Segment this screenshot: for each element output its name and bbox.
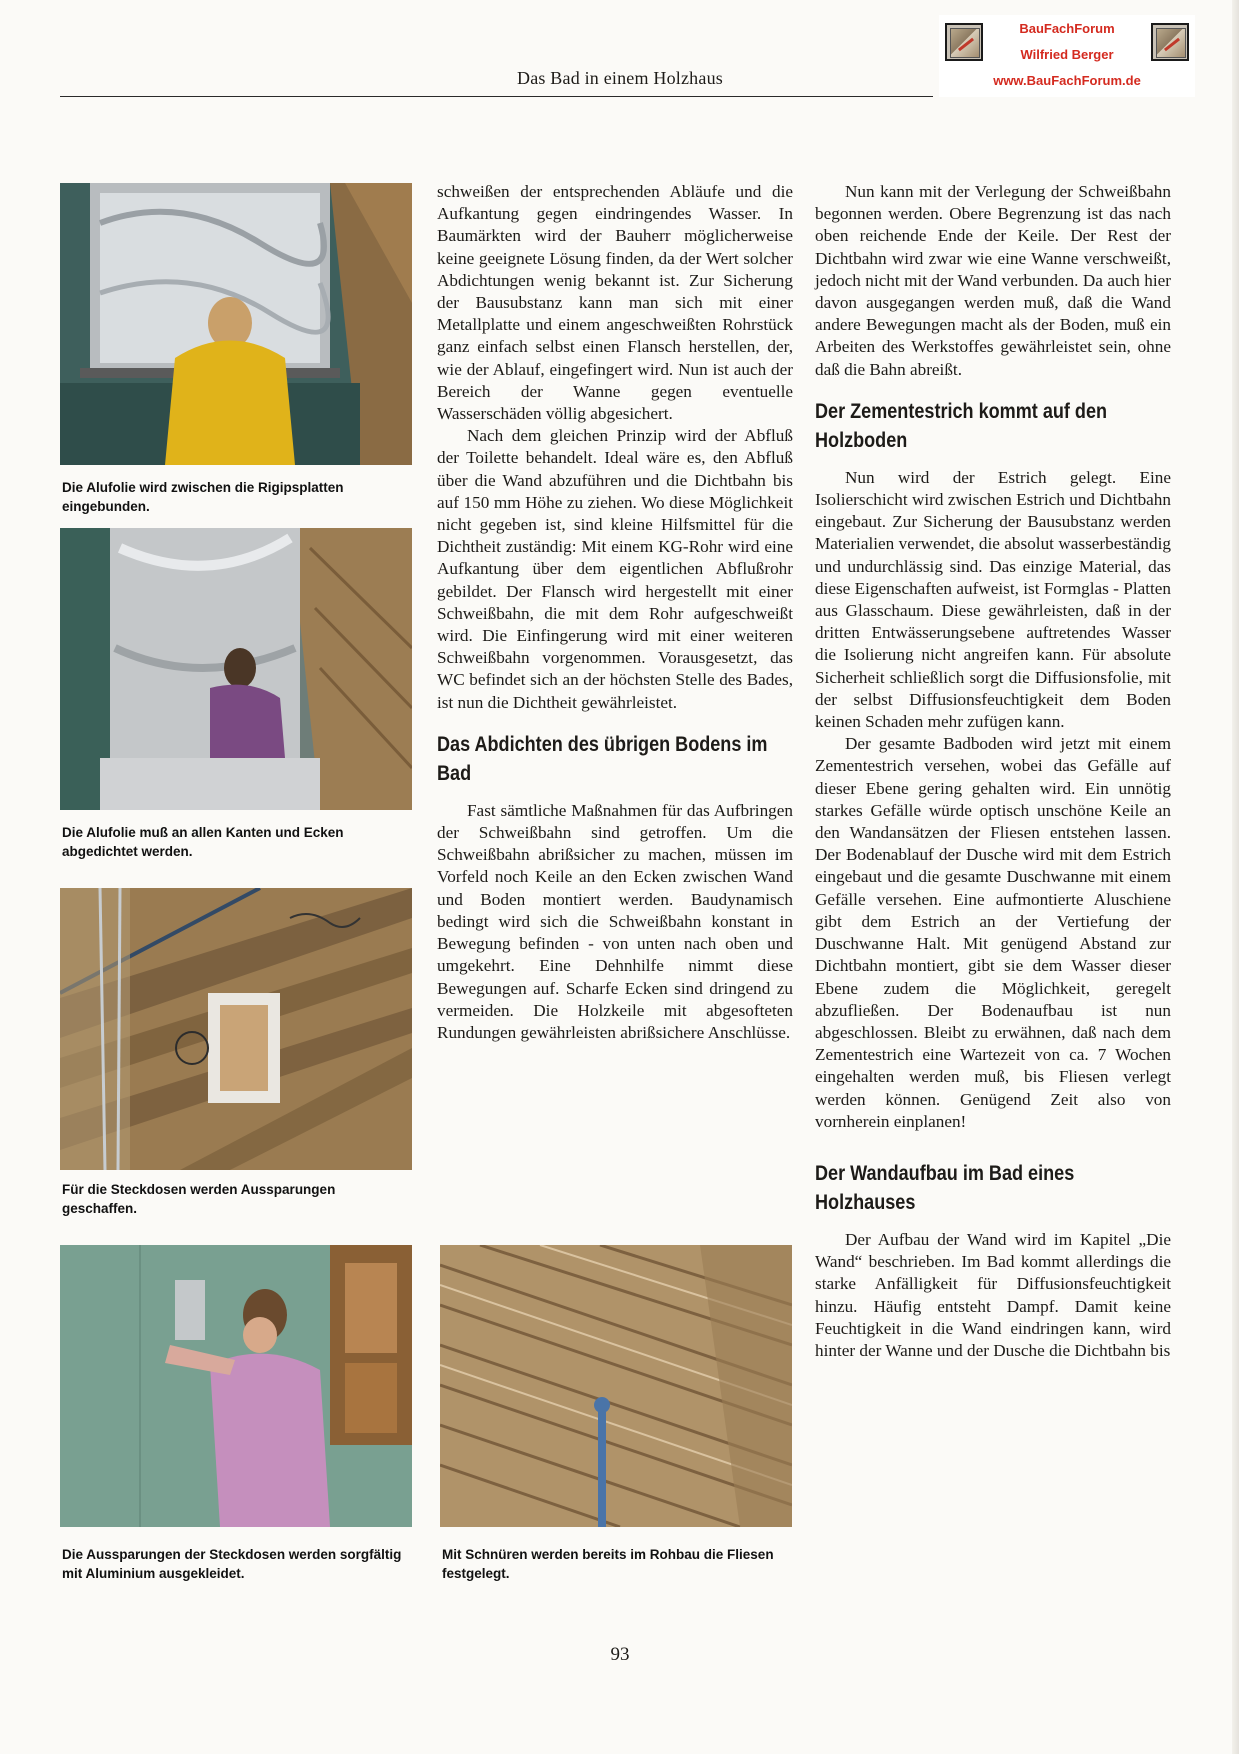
stamp-name: BauFachForum	[1019, 21, 1115, 36]
text-column-middle	[437, 181, 793, 1044]
stamp-author: Wilfried Berger	[1020, 47, 1114, 62]
paragraph: Nun wird der Estrich gelegt. Eine Isolierschicht wird zwischen Estrich und Dichtbahn eingebaut. Zur Sicherung der Bausubstanz werden Materialien verwendet, die absolut wasserbeständig und undurchlässig sind. Das einzige Material, das diese Eigenschaften aufweist, ist Formglas - Platten aus Glasschaum. Diese gewährleisten, daß in der dritten Entwässerungsebene auftretendes Wasser die Isolierung nicht angreifen kann. Für absolute Sicherheit schließlich sorgt die Diffusionsfolie, mit der selbst Diffusionsfeuchtigkeit dem Boden keinen Schaden mehr zufügen kann.	[815, 467, 1171, 732]
paragraph: Nach dem gleichen Prinzip wird der Abfluß der Toilette behandelt. Ideal wäre es, den Abfluß über die Wand abzuführen und die Dichtbahn bis auf 150 mm Höhe zu ziehen. Wo diese Möglichkeit nicht gegeben ist, sind kleine Hilfsmittel für die Dichtheit zuständig: Mit einem KG-Rohr wird eine Aufkantung über dem eigentlichen Abflußrohr gebildet. Der Flansch wird hergestellt mit einer Schweißbahn, die mit dem Rohr aufgeschweißt wird. Die Einfingerung wird mit einer weiteren Schweißbahn vorgenommen. Vorausgesetzt, das WC befindet sich an der höchsten Stelle des Bades, ist nun die Dichtheit gewährleistet.	[437, 426, 793, 712]
photo-steckdosen-aluminium	[60, 1245, 412, 1527]
figure-caption: Die Alufolie wird zwischen die Rigipsplatten eingebunden.	[62, 480, 344, 514]
section-heading: Der Wandaufbau im Bad eines Holzhauses	[815, 1161, 1075, 1214]
paragraph: schweißen der entsprechenden Abläufe und die Aufkantung gegen eindringendes Wasser. In Baumärkten wird der Bauherr möglicherweise keine geeignete Lösung finden, da der Wert solcher Abdichtungen wenig bekannt ist. Zur Sicherung der Bausubstanz kann man sich mit einer Metallplatte und einem angeschweißten Rohrstück ganz einfach selbst einen Flansch herstellen, der, wie der Ablauf, eingefingert wird. Nun ist auch der Bereich der Wanne gegen eventuelle Wasserschäden völlig abgesichert.	[437, 182, 793, 424]
photo-alufolie-corners	[60, 528, 412, 810]
stamp-url: www.BauFachForum.de	[993, 73, 1141, 88]
header-rule	[60, 96, 933, 97]
section-heading: Der Zementestrich kommt auf den Holzboden	[815, 399, 1108, 452]
page-number: 93	[610, 1644, 630, 1665]
scan-edge	[1232, 0, 1239, 1754]
watermark-stamp	[939, 15, 1195, 97]
paragraph: Nun kann mit der Verlegung der Schweißbahn begonnen werden. Obere Begrenzung ist das nach oben reichende Ende der Keile. Der Rest der Dichtbahn wird zwar wie eine Wanne verschweißt, jedoch nicht mit der Wand verbunden. Da auch hier davon ausgegangen werden muß, daß die Wand andere Bewegungen macht als der Boden, muß ein Arbeiten des Werkstoffes gewährleistet sein, ohne daß die Bahn abreißt.	[815, 182, 1171, 379]
section-heading: Das Abdichten des übrigen Bodens im Bad	[437, 732, 768, 785]
paragraph: Der gesamte Badboden wird jetzt mit einem Zementestrich versehen, wobei das Gefälle auf dieser Ebene gering gehalten wird. Ein unnötig starkes Gefälle würde optisch unschöne Keile an den Wandansätzen der Fliesen entstehen lassen. Der Bodenablauf der Dusche wird mit dem Estrich eingebaut und die gesamte Duschwanne mit einem Gefälle versehen. Eine aufmontierte Aluschiene gibt dem Estrich an der Vertiefung der Duschwanne Halt. Mit genügend Abstand zur Dichtbahn montiert, gibt sie dem Wasser dieser Ebene zudem die Möglichkeit, geregelt abzufließen. Der Bodenaufbau ist nun abgeschlossen. Bleibt zu erwähnen, daß nach dem Zementestrich eine Wartezeit von ca. 7 Wochen eingehalten werden muß, bis Fliesen verlegt werden können. Genügend Zeit also von vornherein einplanen!	[815, 734, 1171, 1131]
photo-steckdosen-aussparung	[60, 888, 412, 1170]
text-column-right	[815, 181, 1171, 1362]
figure-caption: Die Aussparungen der Steckdosen werden sorgfältig mit Aluminium ausgekleidet.	[62, 1547, 402, 1581]
figure-caption: Mit Schnüren werden bereits im Rohbau die Fliesen festgelegt.	[442, 1547, 774, 1581]
photo-alufolie-window	[60, 183, 412, 465]
photo-rohbau-schnuere	[440, 1245, 792, 1527]
figure-caption: Für die Steckdosen werden Aussparungen geschaffen.	[62, 1182, 336, 1216]
running-title: Das Bad in einem Holzhaus	[517, 68, 723, 88]
figure-caption: Die Alufolie muß an allen Kanten und Ecken abgedichtet werden.	[62, 825, 344, 859]
paragraph: Der Aufbau der Wand wird im Kapitel „Die Wand“ beschrieben. Im Bad kommt allerdings die starke Anfälligkeit für Diffusionsfeuchtigkeit hinzu. Häufig entsteht Dampf. Damit keine Feuchtigkeit in die Wand eindringen kann, wird hinter der Wanne und der Dusche die Dichtbahn bis	[815, 1229, 1171, 1360]
paragraph: Fast sämtliche Maßnahmen für das Aufbringen der Schweißbahn sind getroffen. Um die Schweißbahn abrißsicher zu machen, müssen im Vorfeld noch Keile an den Ecken zwischen Wand und Boden montiert werden. Baudynamisch bedingt wird sich die Schweißbahn konstant in Bewegung befinden - von unten nach oben und umgekehrt. Eine Dehnhilfe nimmt diese Bewegungen auf. Scharfe Ecken sind dringend zu vermeiden. Die Holzkeile mit abgesofteten Rundungen gewährleisten abrißsichere Anschlüsse.	[437, 800, 793, 1042]
